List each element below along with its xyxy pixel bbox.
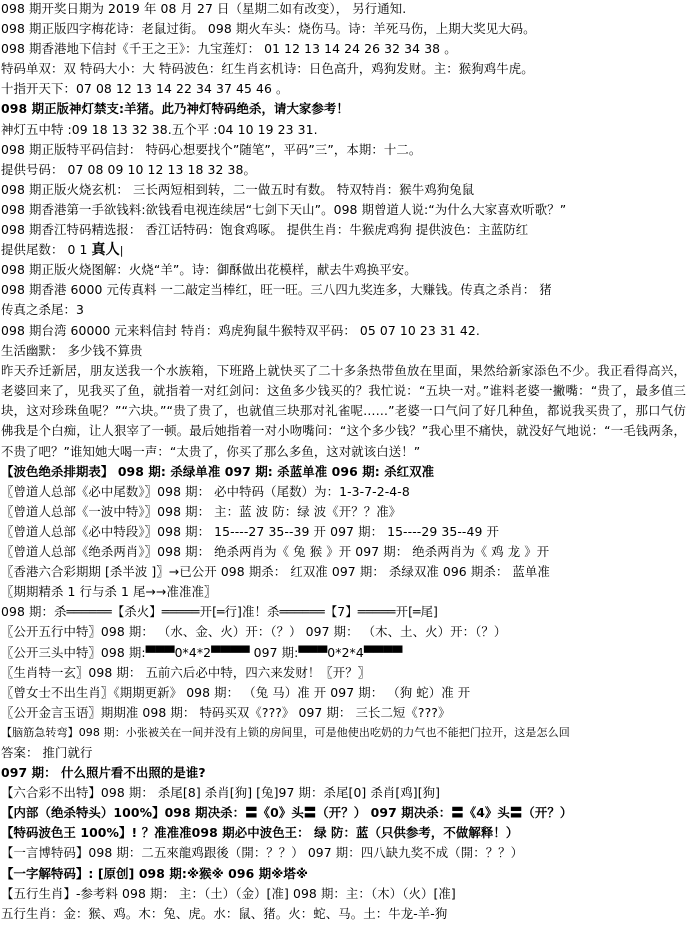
precise-kill-line: 〖期期精杀 1 行与杀 1 尾→→准准准〗 bbox=[1, 584, 217, 600]
brain-teaser-line: 【脑筋急转弯】098 期：小张被关在一间并没有上锁的房间里，可是他使出吃奶的力气也不能把门拉开，这是怎么回 bbox=[1, 725, 570, 739]
three-heads-line: 〖公开三头中特〗098 期:▀▀▀0*4*2▀▀▀▀ 097 期:▀▀▀0*2*4▀▀▀▀ bbox=[1, 644, 403, 660]
taiwan-envelope-line: 098 期台湾 60000 元来料信封 特肖：鸡虎狗鼠牛猴特双平码： 05 07 10 23 31 42. bbox=[1, 322, 480, 338]
hk-first-hand-line: 098 期香港第一手欲钱料:欲钱看电视连续居“七剑下天山”。098 期曾道人说:“为什么大家喜欢听歌？” bbox=[1, 201, 567, 217]
fire-diagram-line: 098 期正版火烧图解：火烧“羊”。诗：御酥做出花模样，献去牛鸡换平安。 bbox=[1, 262, 417, 278]
golden-words-line: 〖公开金言玉语〗期期准 098 期： 特码买双《???》 097 期： 三长二短《???》 bbox=[1, 704, 451, 720]
special-range-line: 〖曾道人总部《必中特段》〗098 期： 15----27 35--39 开 097 期： 15----29 35--49 开 bbox=[1, 523, 499, 539]
element-zodiac-line: 【五行生肖】-参考料 098 期： 主：（土）（金）[准] 098 期：主：（木）（火）[准] bbox=[1, 885, 456, 901]
kill-two-zodiac-line: 〖曾道人总部《绝杀两肖》〗098 期： 绝杀两肖为《 兔 猴 》开 097 期： 绝杀两肖为《 鸡 龙 》开 bbox=[1, 544, 550, 560]
one-char-line: 【一字解特码】: [原创] 098 期:※猴※ 096 期※塔※ bbox=[1, 865, 308, 881]
provided-numbers-line: 提供号码： 07 08 09 10 12 13 18 32 38。 bbox=[1, 161, 256, 177]
humor-title-line: 生活幽默： 多少钱不算贵 bbox=[1, 342, 143, 358]
no-zodiac-line: 〖曾女士不出生肖〗《期期更新》 098 期： （兔 马）准 开 097 期： （狗 蛇）准 开 bbox=[1, 684, 471, 700]
hk-river-line: 098 期香江特码精选报： 香江话特码：饱食鸡啄。 提供生肖：牛猴虎鸡狗 提供波色：主蓝防红 bbox=[1, 222, 529, 238]
teaser-097-line: 097 期： 什么照片看不出照的是谁? bbox=[1, 765, 206, 781]
kill-fire-line: 098 期：杀══════【杀火】═════开[═行]准！杀══════【7】═════开[═尾] bbox=[1, 604, 438, 620]
five-elements-line: 〖公开五行中特〗098 期： （水、金、火）开：（？） 097 期： （木、土、火）开：（？） bbox=[1, 624, 507, 640]
tail-number-line: 提供尾数： 0 1 真人| bbox=[1, 242, 124, 259]
special-code-line: 特码单双：双 特码大小：大 特码波色：红生肖玄机诗：日色高升，鸡狗发财。主：猴狗鸡牛虎。 bbox=[1, 61, 534, 77]
real-person-stamp: 真人 bbox=[91, 242, 120, 259]
tail-number-text: 提供尾数： 0 1 bbox=[1, 242, 92, 258]
wave-kill-schedule: 【波色绝杀排期表】 098 期: 杀绿单准 097 期: 杀蓝单准 096 期: 杀红双准 bbox=[1, 463, 435, 479]
tail-forecast-line: 〖曾道人总部《必中尾数》〗098 期： 必中特码（尾数）为：1-3-7-2-4-8 bbox=[1, 483, 410, 499]
lamp-five-line: 神灯五中特 :09 18 13 32 38.五个平 :04 10 19 23 31. bbox=[1, 121, 318, 137]
half-wave-line: 〖香港六合彩期期 [杀半波 ]〗→已公开 098 期杀： 红双准 097 期： 杀绿双准 096 期杀： 蓝单准 bbox=[1, 564, 550, 580]
magic-lamp-line: 098 期正版神灯禁支:羊猪。此乃神灯特码绝杀，请大家参考！ bbox=[1, 101, 349, 117]
zodiac-mystery-line: 〖生肖特一玄〗098 期： 五前六后必中特，四六来发财！〖开？〗 bbox=[1, 664, 371, 680]
fax-kill-tail-line: 传真之杀尾：3 bbox=[1, 302, 84, 318]
special-flat-envelope-line: 098 期正版特平码信封： 特码心想要找个”随笔”，平码”三”，本期：十二。 bbox=[1, 141, 422, 157]
one-word-line: 【一言博特码】098 期：二五來龍鸡跟後（開：？？） 097 期：四八缺九奖不成（開：？？） bbox=[1, 845, 524, 861]
plum-poem-line: 098 期正版四字梅花诗：老鼠过街。 098 期火车头：烧伤马。诗：羊死马伤，上期大奖见大码。 bbox=[1, 21, 536, 37]
kill-head-line: 【内部（绝杀特头）100%】098 期决杀：〓《0》头〓（开？） 097 期决杀：〓《4》头〓（开？） bbox=[1, 805, 573, 821]
draw-date-line: 098 期开奖日期为 2019 年 08 月 27 日（星期二如有改变）， 另行通知. bbox=[1, 1, 407, 16]
no-special-line: 【六合彩不出特】098 期： 杀尾[8] 杀肖[狗] [兔]97 期：杀尾[0] 杀肖[鸡][狗] bbox=[1, 785, 441, 801]
element-list-line: 五行生肖：金：猴、鸡。木：兔、虎。水：鼠、猪。火：蛇、马。土：牛龙-羊-狗 bbox=[1, 905, 448, 921]
one-wave-line: 〖曾道人总部《一波中特》〗098 期： 主：蓝 波 防：绿 波《开？？准》 bbox=[1, 503, 402, 519]
fire-riddle-line: 098 期正版火烧玄机： 三长两短相到转，二一做五时有数。 特双特肖：猴牛鸡狗兔鼠 bbox=[1, 181, 475, 197]
fax-6000-line: 098 期香港 6000 元传真料 一二敲定当棒红，旺一旺。三八四九奖连多，大赚钱。传真之杀肖： 猪 bbox=[1, 282, 552, 298]
wave-king-line: 【特码波色王 100%】! ？准准准098 期必中波色王： 绿 防：蓝（只供参考，不做解释！） bbox=[1, 825, 519, 841]
ten-fingers-line: 十指开天下：07 08 12 13 14 22 34 37 45 46 。 bbox=[1, 81, 289, 97]
teaser-answer-line: 答案： 推门就行 bbox=[1, 745, 93, 761]
hk-envelope-line: 098 期香港地下信封《千王之王》：九宝莲灯： 01 12 13 14 24 26 32 34 38 。 bbox=[1, 41, 457, 57]
humor-story: 昨天乔迁新居，朋友送我一个水族箱，下班路上就快买了二十多条热带鱼放在里面，果然给新家添色不少。我正看得高兴，老婆回来了，见我买了鱼，就指着一对红剑问：这鱼多少钱买的？我忙说：“五块一对。”谁料老婆一撇嘴：“贵了，最多值三块，这对珍珠鱼呢？”“六块。”“贵了贵了，也就值三块那对礼雀呢……”老婆一口气问了好几种鱼，都说我买贵了，那口气仿佛我是个白痴，让人狠宰了一顿。最后她指着一对小吻嘴问：“这个多少钱？”我心里不痛快，就没好气地说：“一毛钱两条，不贵了吧？”谁知她大喝一声：“太贵了，你买了那么多鱼，这对就该白送！” bbox=[1, 362, 686, 459]
